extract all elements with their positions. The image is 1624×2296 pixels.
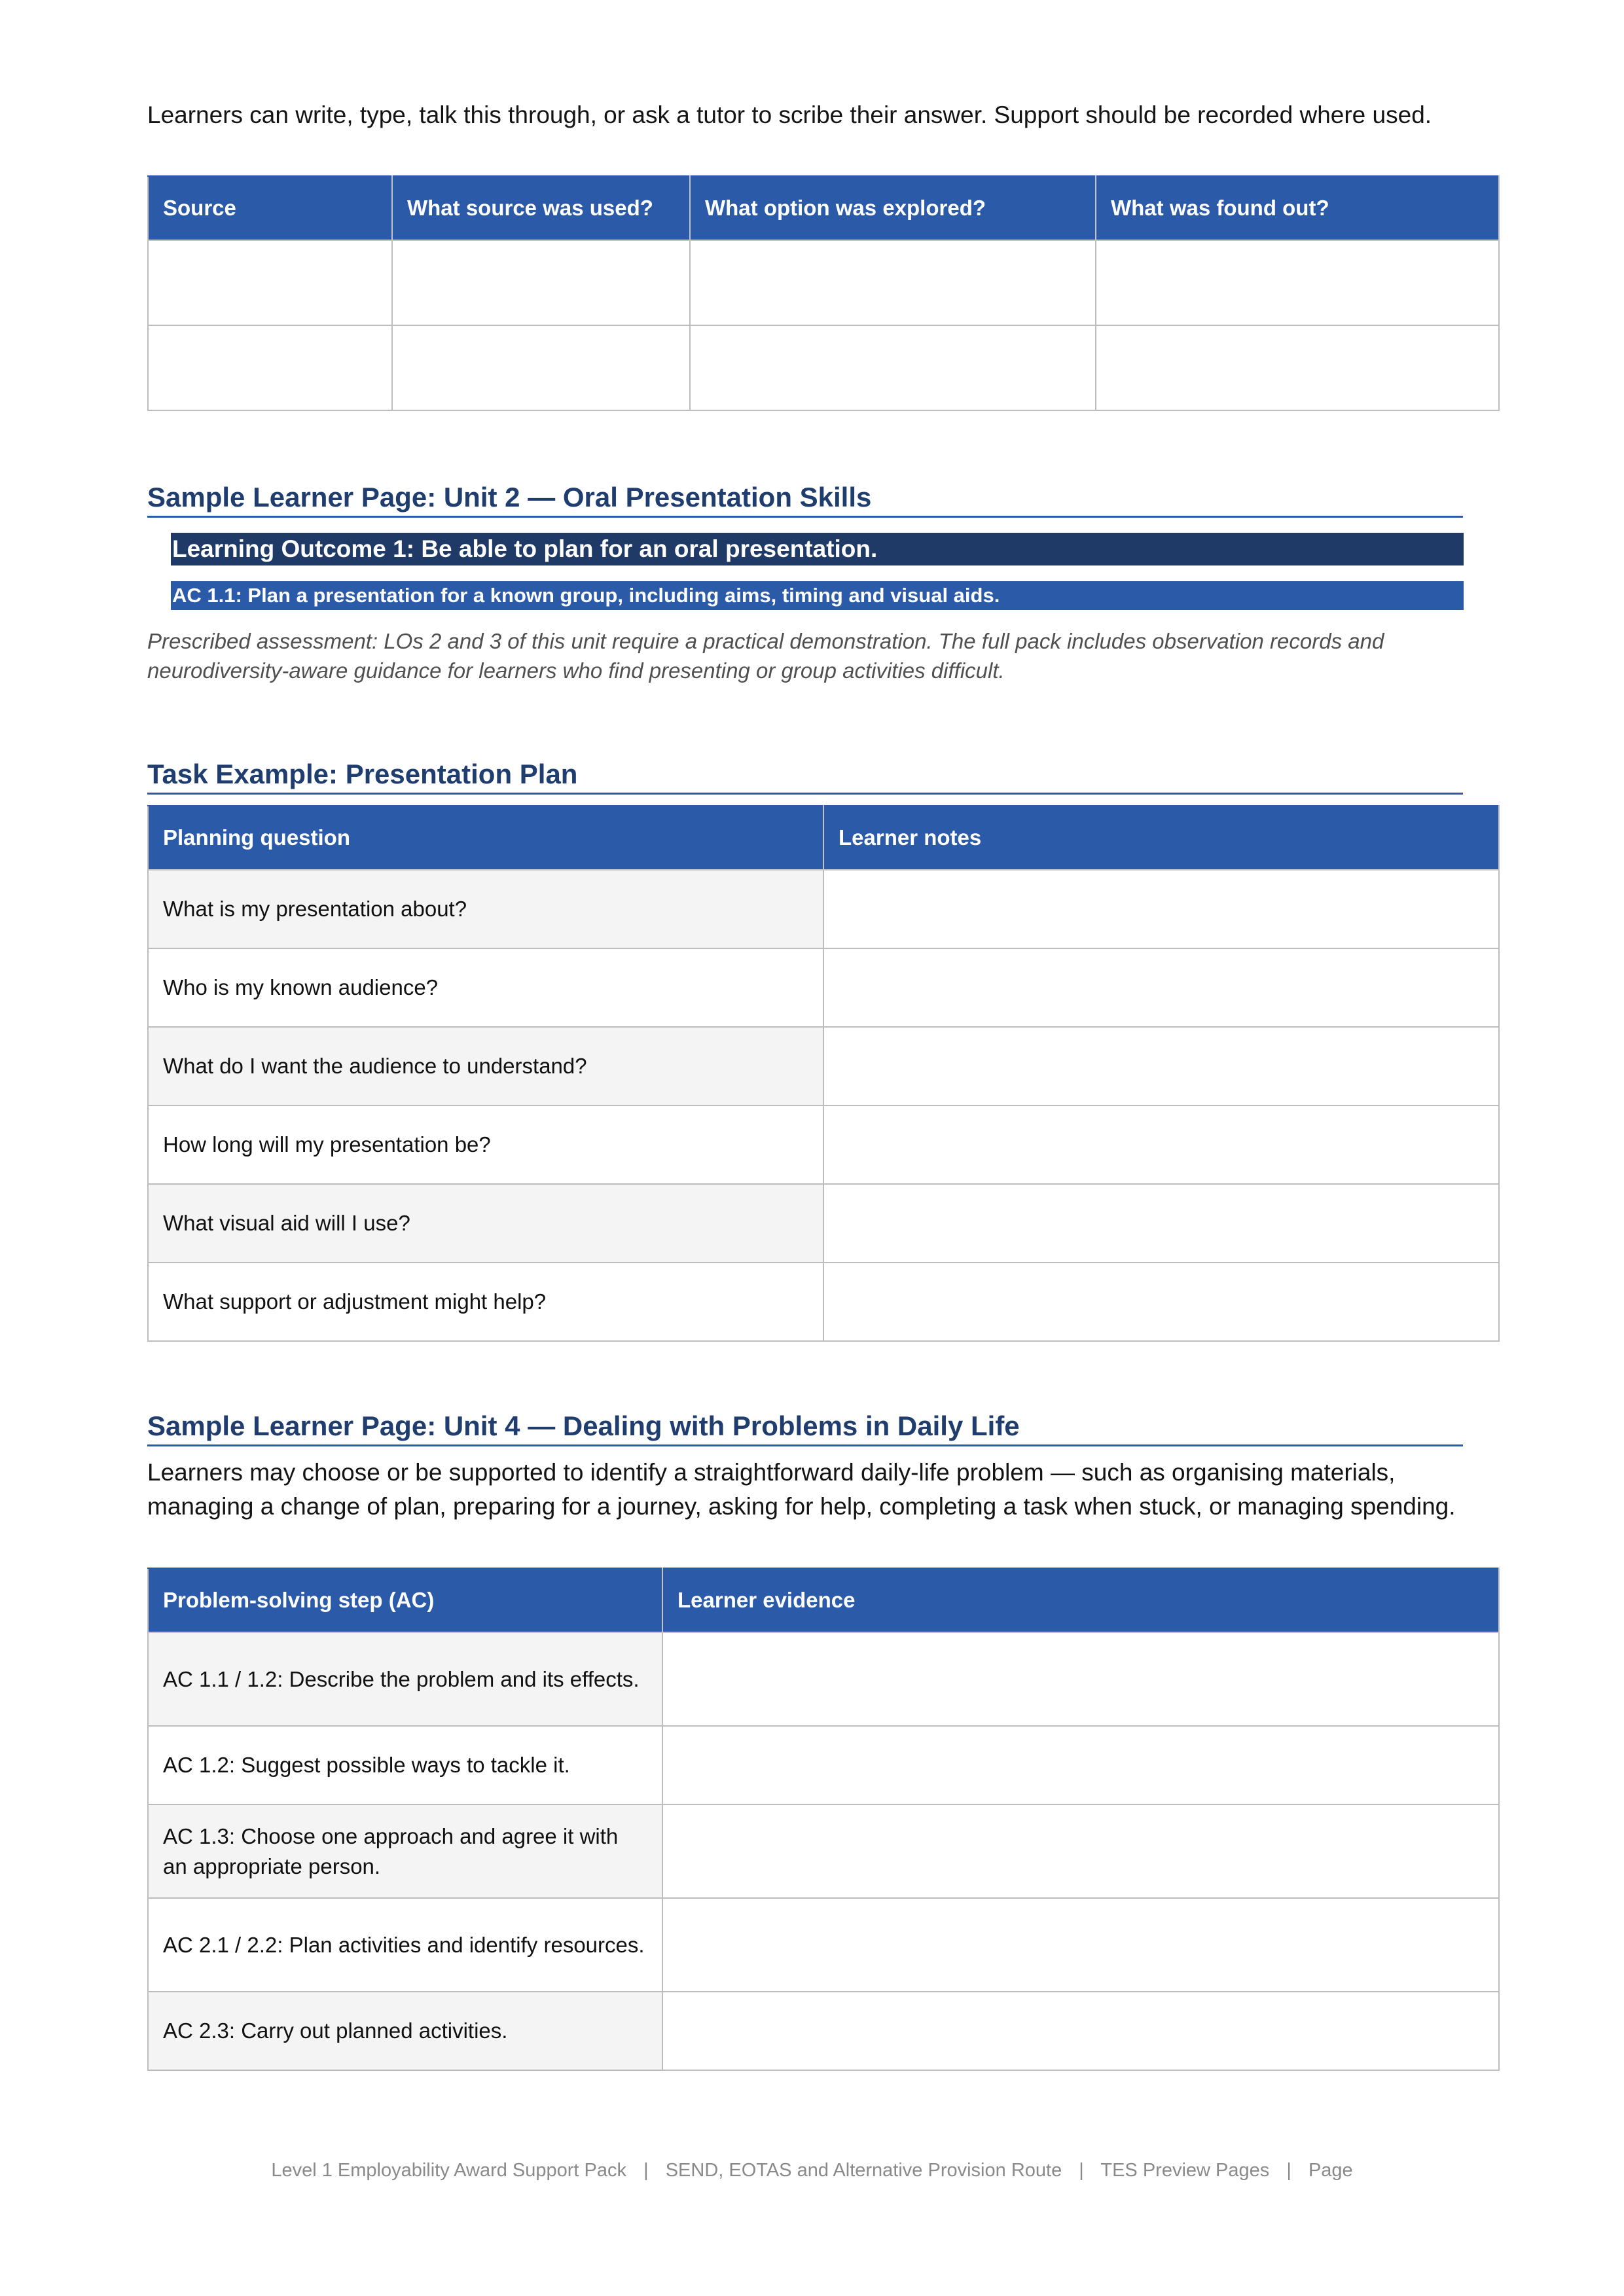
source-cell[interactable]	[148, 325, 392, 410]
problem-solving-step: AC 2.3: Carry out planned activities.	[148, 1992, 662, 2070]
option-explored-cell[interactable]	[690, 325, 1096, 410]
table-row	[148, 1804, 1499, 1898]
presentation-plan-table	[147, 805, 1500, 1342]
source-cell[interactable]	[148, 240, 392, 325]
task-title: Task Example: Presentation Plan	[147, 757, 1463, 795]
table-header-row	[148, 806, 1499, 870]
footer-route: SEND, EOTAS and Alternative Provision Route	[665, 2160, 1062, 2181]
planning-question: What is my presentation about?	[148, 870, 823, 948]
learning-outcome-bar: Learning Outcome 1: Be able to plan for an oral presentation.	[171, 533, 1464, 565]
table-header-row	[148, 1568, 1499, 1632]
learner-evidence-cell[interactable]	[662, 1992, 1499, 2070]
found-out-cell[interactable]	[1096, 325, 1499, 410]
table-row	[148, 1632, 1499, 1726]
learner-evidence-cell[interactable]	[662, 1804, 1499, 1898]
source-used-cell[interactable]	[392, 240, 690, 325]
table-header-row	[148, 176, 1499, 240]
footer-pack-title: Level 1 Employability Award Support Pack	[271, 2160, 627, 2181]
table-row	[148, 1027, 1499, 1105]
table-row	[148, 1105, 1499, 1184]
prescribed-assessment-note: Prescribed assessment: LOs 2 and 3 of this unit require a practical demonstration. The full pack includes observation records and neurodiversity-aware guidance for learners who find presenting or group activities difficult.	[147, 629, 1384, 683]
learner-notes-cell[interactable]	[823, 1105, 1499, 1184]
column-header: Problem-solving step (AC)	[148, 1568, 662, 1632]
problem-solving-step: AC 1.3: Choose one approach and agree it with an appropriate person.	[148, 1804, 662, 1898]
assessment-criterion-bar: AC 1.1: Plan a presentation for a known group, including aims, timing and visual aids.	[171, 581, 1464, 610]
column-header: Planning question	[148, 806, 823, 870]
footer-separator: |	[1079, 2160, 1084, 2181]
table-row	[148, 325, 1499, 410]
column-header: What option was explored?	[690, 176, 1096, 240]
column-header: Source	[148, 176, 392, 240]
learner-evidence-cell[interactable]	[662, 1726, 1499, 1804]
table-row	[148, 1898, 1499, 1992]
planning-question: What visual aid will I use?	[148, 1184, 823, 1263]
option-explored-cell[interactable]	[690, 240, 1096, 325]
table-row	[148, 870, 1499, 948]
footer-page-label: Page	[1308, 2160, 1353, 2181]
footer-separator: |	[1286, 2160, 1291, 2181]
table-row	[148, 948, 1499, 1027]
learner-evidence-cell[interactable]	[662, 1632, 1499, 1726]
problem-solving-step: AC 1.1 / 1.2: Describe the problem and its effects.	[148, 1632, 662, 1726]
planning-question: What do I want the audience to understand?	[148, 1027, 823, 1105]
unit4-intro-paragraph: Learners may choose or be supported to identify a straightforward daily-life problem — such as organising materials, managing a change of plan, preparing for a journey, asking for help, completing a task when stuck, or managing spending.	[147, 1459, 1456, 1520]
table-row	[148, 240, 1499, 325]
unit4-title: Sample Learner Page: Unit 4 — Dealing with Problems in Daily Life	[147, 1409, 1463, 1446]
learner-notes-cell[interactable]	[823, 1263, 1499, 1341]
learner-notes-cell[interactable]	[823, 1184, 1499, 1263]
footer-preview-label: TES Preview Pages	[1100, 2160, 1270, 2181]
problem-solving-step: AC 2.1 / 2.2: Plan activities and identify resources.	[148, 1898, 662, 1992]
learner-notes-cell[interactable]	[823, 870, 1499, 948]
column-header: What was found out?	[1096, 176, 1499, 240]
table-row	[148, 1726, 1499, 1804]
source-table	[147, 175, 1500, 411]
problem-solving-table	[147, 1568, 1500, 2071]
found-out-cell[interactable]	[1096, 240, 1499, 325]
table-row	[148, 1263, 1499, 1341]
planning-question: Who is my known audience?	[148, 948, 823, 1027]
learner-evidence-cell[interactable]	[662, 1898, 1499, 1992]
source-used-cell[interactable]	[392, 325, 690, 410]
planning-question: How long will my presentation be?	[148, 1105, 823, 1184]
planning-question: What support or adjustment might help?	[148, 1263, 823, 1341]
intro-paragraph: Learners can write, type, talk this through, or ask a tutor to scribe their answer. Support should be recorded where used.	[147, 101, 1432, 128]
learner-notes-cell[interactable]	[823, 1027, 1499, 1105]
table-row	[148, 1184, 1499, 1263]
unit2-title: Sample Learner Page: Unit 2 — Oral Presentation Skills	[147, 480, 1463, 518]
learner-notes-cell[interactable]	[823, 948, 1499, 1027]
problem-solving-step: AC 1.2: Suggest possible ways to tackle it.	[148, 1726, 662, 1804]
column-header: Learner notes	[823, 806, 1499, 870]
column-header: Learner evidence	[662, 1568, 1499, 1632]
page-footer	[0, 2160, 1624, 2181]
footer-separator: |	[643, 2160, 649, 2181]
column-header: What source was used?	[392, 176, 690, 240]
table-row	[148, 1992, 1499, 2070]
